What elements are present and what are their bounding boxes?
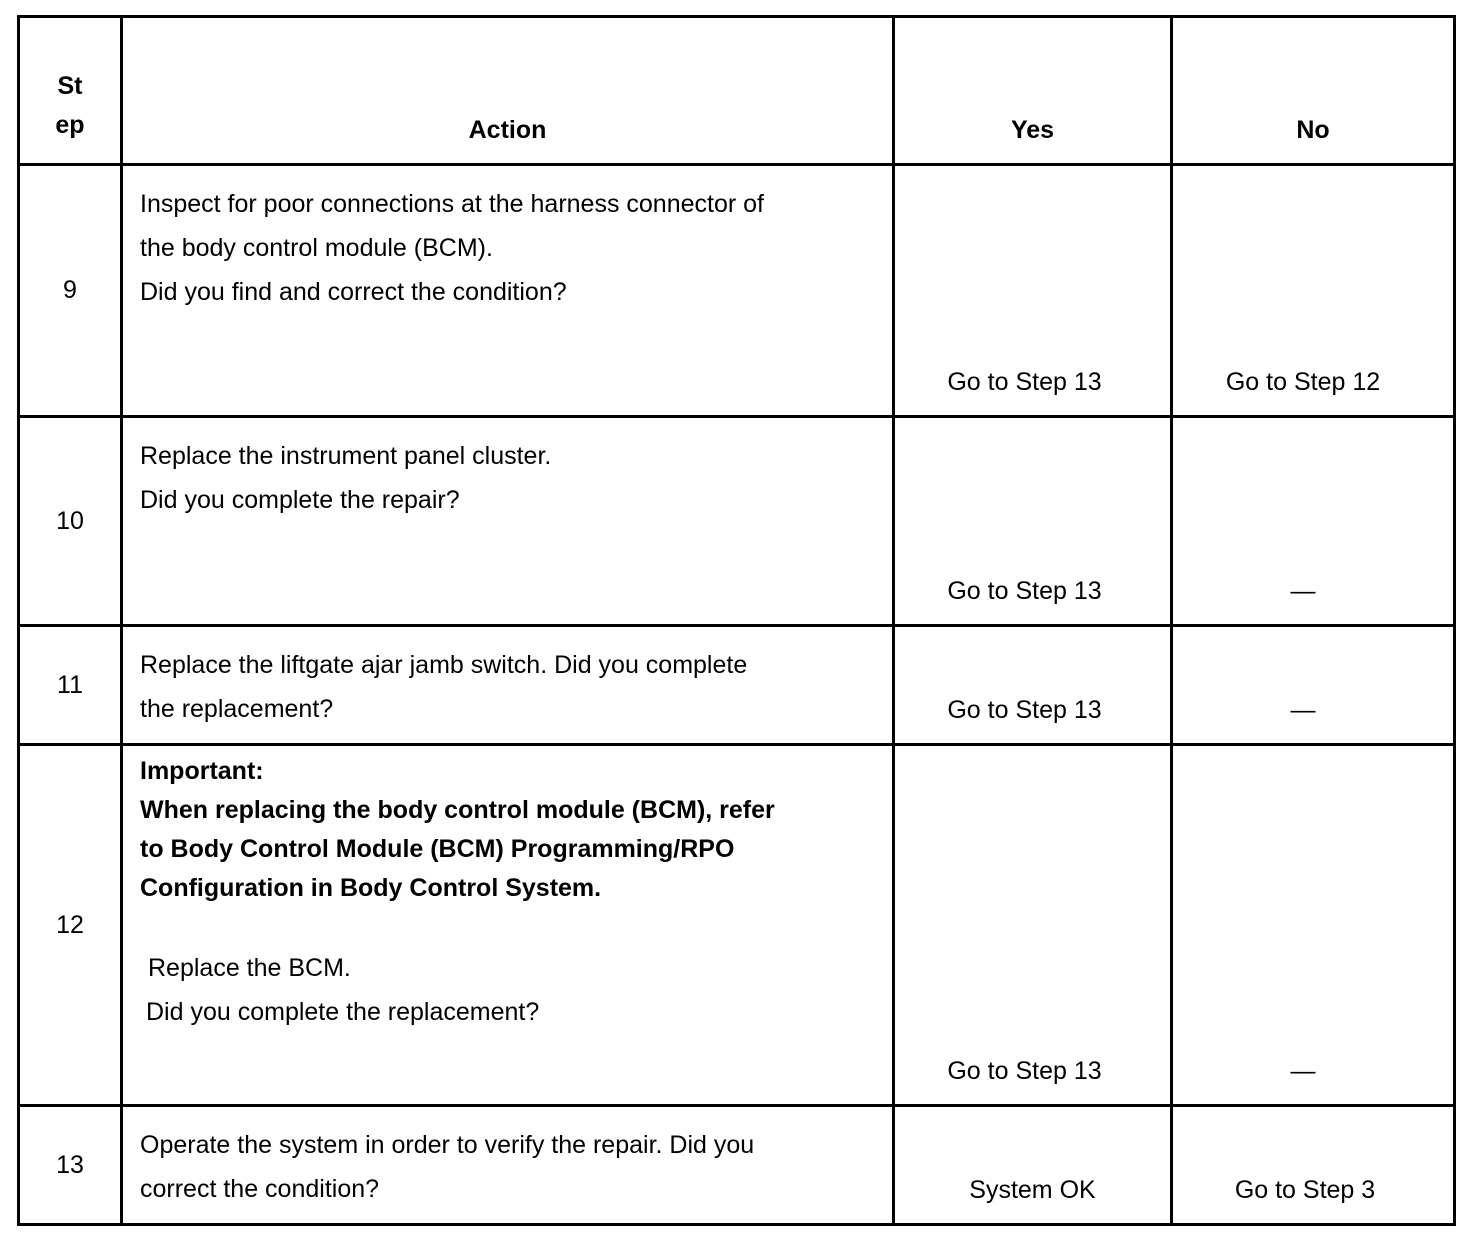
table-row: [19, 165, 1455, 417]
yes-result: Go to Step 13: [947, 1057, 1102, 1085]
header-yes: Yes: [894, 17, 1172, 165]
action-line: Replace the liftgate ajar jamb switch. Did you complete: [140, 651, 748, 679]
step-number: 10: [19, 417, 122, 626]
no-result-dash: —: [1290, 1057, 1316, 1085]
no-cell: [1172, 417, 1455, 626]
step-number: 9: [19, 165, 122, 417]
step-number: 12: [19, 745, 122, 1106]
action-line: Inspect for poor connections at the harness connector of: [140, 190, 764, 218]
action-steps: [140, 946, 878, 1034]
action-cell: [122, 1106, 894, 1225]
no-cell: [1172, 626, 1455, 745]
yes-cell: [894, 626, 1172, 745]
action-cell: [122, 165, 894, 417]
yes-result: Go to Step 13: [947, 696, 1102, 724]
important-line: When replacing the body control module (BCM), refer: [140, 796, 775, 824]
action-line: the body control module (BCM).: [140, 234, 493, 262]
action-line: Replace the BCM.: [148, 954, 351, 982]
action-line: Did you find and correct the condition?: [140, 278, 567, 306]
header-action: Action: [122, 17, 894, 165]
no-result-dash: —: [1290, 696, 1316, 724]
yes-result: System OK: [969, 1176, 1096, 1204]
table-row: [19, 745, 1455, 1106]
diagnostic-table: [17, 15, 1456, 1226]
no-cell: [1172, 745, 1455, 1106]
table-row: [19, 417, 1455, 626]
yes-cell: [894, 417, 1172, 626]
yes-result: Go to Step 13: [947, 577, 1102, 605]
action-line: Operate the system in order to verify the repair. Did you: [140, 1131, 755, 1159]
step-number: 11: [19, 626, 122, 745]
step-number: 13: [19, 1106, 122, 1225]
yes-cell: [894, 745, 1172, 1106]
header-step: St ep: [19, 17, 122, 165]
no-result-dash: —: [1290, 577, 1316, 605]
action-line: Did you complete the repair?: [140, 486, 460, 514]
yes-cell: [894, 1106, 1172, 1225]
yes-cell: [894, 165, 1172, 417]
action-line: Replace the instrument panel cluster.: [140, 442, 552, 470]
important-line: Configuration in Body Control System.: [140, 874, 602, 902]
header-row: [19, 17, 1455, 165]
no-result: Go to Step 12: [1225, 368, 1381, 396]
no-cell: [1172, 1106, 1455, 1225]
header-no: No: [1172, 17, 1455, 165]
table-row: [19, 1106, 1455, 1225]
action-line: correct the condition?: [140, 1175, 380, 1203]
important-note: [140, 752, 878, 908]
action-line: the replacement?: [140, 695, 334, 723]
action-cell: [122, 417, 894, 626]
yes-result: Go to Step 13: [947, 368, 1102, 396]
important-line: to Body Control Module (BCM) Programming/RPO: [140, 835, 735, 863]
no-cell: [1172, 165, 1455, 417]
action-line: Did you complete the replacement?: [146, 998, 540, 1026]
no-result: Go to Step 3: [1234, 1176, 1376, 1204]
important-label: Important:: [140, 757, 264, 785]
table-row: [19, 626, 1455, 745]
action-cell: [122, 626, 894, 745]
action-cell: [122, 745, 894, 1106]
